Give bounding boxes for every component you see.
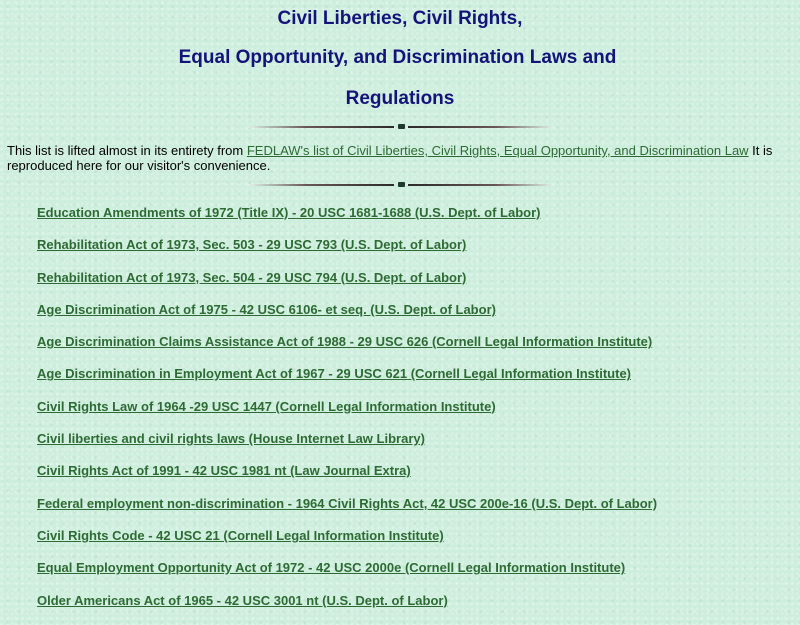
list-item [37, 593, 657, 625]
list-item [37, 302, 657, 334]
law-link[interactable]: Civil Rights Act of 1991 - 42 USC 1981 nt (Law Journal Extra) [37, 463, 411, 479]
ornamental-divider [248, 124, 554, 130]
divider-bar-right [408, 126, 554, 128]
law-link[interactable]: Older Americans Act of 1965 - 42 USC 3001 nt (U.S. Dept. of Labor) [37, 592, 448, 608]
list-item [37, 334, 657, 366]
law-link[interactable]: Federal employment non-discrimination - 1964 Civil Rights Act, 42 USC 200e-16 (U.S. Dept. of Labor) [37, 495, 658, 511]
law-link[interactable]: Civil liberties and civil rights laws (House Internet Law Library) [37, 431, 425, 447]
ornamental-divider [248, 182, 554, 188]
list-item [37, 270, 657, 302]
intro-text-after: It is reproduced here for our visitor's convenience. [7, 143, 773, 173]
list-item [37, 205, 657, 237]
intro-text-before: This list is lifted almost in its entirety from [7, 143, 247, 158]
list-item [37, 237, 657, 269]
law-link[interactable]: Equal Employment Opportunity Act of 1972 - 42 USC 2000e (Cornell Legal Information Institute) [37, 560, 626, 576]
list-item [37, 463, 657, 495]
law-link[interactable]: Civil Rights Law of 1964 -29 USC 1447 (Cornell Legal Information Institute) [37, 398, 496, 414]
law-link-list [37, 205, 657, 625]
list-item [37, 528, 657, 560]
law-link[interactable]: Rehabilitation Act of 1973, Sec. 503 - 29 USC 793 (U.S. Dept. of Labor) [37, 237, 467, 253]
list-item [37, 366, 657, 398]
law-link[interactable]: Education Amendments of 1972 (Title IX) - 20 USC 1681-1688 (U.S. Dept. of Labor) [37, 205, 541, 220]
list-item [37, 399, 657, 431]
fedlaw-link[interactable]: FEDLAW's list of Civil Liberties, Civil Rights, Equal Opportunity, and Discrimination Law [246, 143, 749, 158]
divider-bar-left [248, 184, 394, 186]
law-link[interactable]: Age Discrimination Claims Assistance Act of 1988 - 29 USC 626 (Cornell Legal Information Institute) [37, 334, 653, 350]
law-link[interactable]: Age Discrimination Act of 1975 - 42 USC 6106- et seq. (U.S. Dept. of Labor) [37, 301, 496, 317]
law-link[interactable]: Civil Rights Code - 42 USC 21 (Cornell Legal Information Institute) [37, 527, 444, 543]
law-link[interactable]: Rehabilitation Act of 1973, Sec. 504 - 29 USC 794 (U.S. Dept. of Labor) [37, 269, 467, 285]
title-line-2: Equal Opportunity, and Discrimination Laws and [178, 47, 617, 68]
divider-ornament-icon [398, 124, 405, 129]
law-link[interactable]: Age Discrimination in Employment Act of 1967 - 29 USC 621 (Cornell Legal Information Institute) [37, 366, 632, 382]
list-item [37, 431, 657, 463]
divider-ornament-icon [398, 182, 405, 187]
title-line-3: Regulations [345, 88, 455, 109]
title-line-1: Civil Liberties, Civil Rights, [277, 8, 523, 29]
list-item [37, 496, 657, 528]
intro-paragraph [7, 143, 797, 173]
list-item [37, 560, 657, 592]
divider-bar-right [408, 184, 554, 186]
divider-bar-left [248, 126, 394, 128]
